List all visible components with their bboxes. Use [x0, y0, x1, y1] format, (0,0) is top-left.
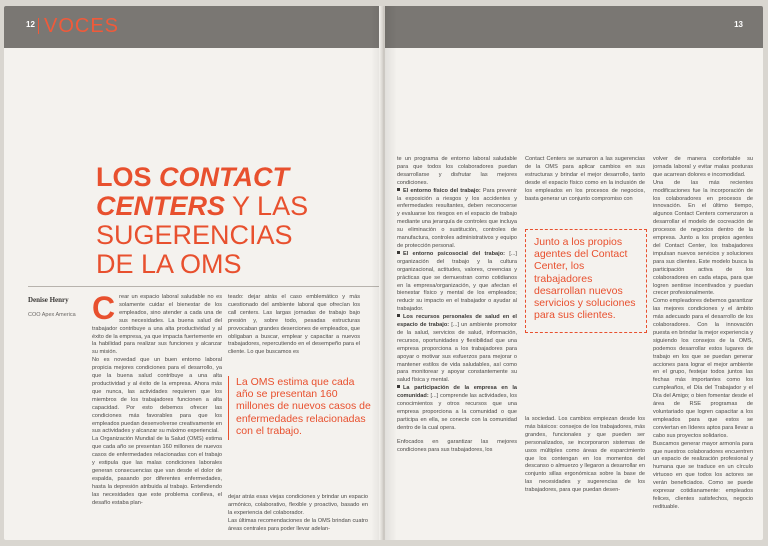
article-headline — [96, 163, 383, 279]
headline-line-2: CENTERS Y LAS — [96, 191, 309, 221]
page-number-left: 12 — [26, 20, 35, 29]
right-header-bar — [385, 6, 763, 48]
column-2-top: teado: dejar atrás el caso emblemático y más cuestionado del ambiente laboral que ofrecían los call centers. Las largas jornadas de trabajo bajo presión y, sobre todo, pesadas estructuras provocaban grandes deserciones de empleados, que obligaban a buscar, emplear y capacitar a nuevos trabajadores, repercutiendo en el desempeño para el cliente. Lo que buscamos es — [228, 294, 360, 356]
column-5: volver de manera confortable su jornada laboral y evitar malas posturas que acarrean dolores e incomodidad. Una de las más recientes modificaciones fue la incorporación de los colaboradores en procesos de innovación. En el último tiempo, algunos Contact Centers comenzaron a desarrollar el modelo de cocreación de procesos de negocios dentro de la empresa. Junto a los propios agentes del Contact Center, los trabajadores impulsan nuevos servicios y soluciones para sus clientes. Este modelo busca la participación activa de los colaboradores en cada etapa, para que logren sentirse incentivados y puedan crecer profesionalmente. Como empleadores debemos garantizar las mejores condiciones y el ámbito más adecuado para el desarrollo de los colaboradores. Con la innovación puesta en brindar la mejor experiencia y siguiendo los consejos de la OMS, podemos desarrollar estos lugares de trabajo en los que se puedan generar acciones para lograr el mejor ambiente en el grupo, festejar todos juntos las fechas más importantes como los cumpleaños, el Día del Trabajador y el Día del Amigo; o bien fomentar desde el área de RSE programas de voluntariado que logren capacitar a los empleados para que estos se conviertan en líderes aptos para llevar a cabo sus proyectos solidarios. Buscamos generar mayor armonía para que nuestros colaboradores encuentren un espacio de realización profesional y humana que se traduce en un círculo virtuoso en que todos los actores se verán beneficiados. Como se puede expresar cotidianamente: empleados felices, clientes satisfechos, negocio redituable. — [653, 156, 753, 510]
column-4-top: Contact Centers se sumaron a las sugerencias de la OMS para aplicar cambios en sus estructuras y brindar el mejor desarrollo, tanto desde el espacio físico como en la inclusión de los empleados en los procesos de negocios, basta generar un conjunto compromiso con — [525, 156, 645, 202]
section-title: VOCES — [44, 15, 120, 37]
pull-quote-right: Junto a los propios agentes del Contact Center, los trabajadores desarrollan nuevos servicios y soluciones para sus clientes. — [525, 229, 647, 333]
column-2-bottom: dejar atrás esas viejas condiciones y brindar un espacio armónico, colaborativo, flexible y proactivo, basado en la experiencia del colaborador. Las últimas recomendaciones de la OMS brindan cuatro áreas centrales para poder llevar adelan- — [228, 494, 368, 532]
column-1: Crear un espacio laboral saludable no es solamente cuidar el bienestar de los empleados, sino atender a cada una de sus necesidades. La buena salud del trabajador contribuye a una alta productividad y al éxito de la empresa, ya que impacta fuertemente en la habilidad para realizar sus funciones y alcanzar su misión. No es novedad que un buen entorno laboral propicia mejores condiciones para el desarrollo, ya que la buena salud contribuye a una alta productividad y al éxito de la empresa. Ahora más que nunca, las actividades requieren que los miembros de los trabajadores funcionen a alta capacidad. Por esto debemos ofrecer las condiciones más favorables para que los empleados puedan desenvolverse creativamente en sus actividades y alcanzar su máximo experiencial. La Organización Mundial de la Salud (OMS) estima que cada año se presentan 160 millones de nuevos casos de enfermedades relacionadas con el trabajo y estipula que las malas condiciones laborales generan consecuencias que van desde el dolor de espalda, pasando por diferentes enfermedades, hasta la depresión atribuida al trabajo. Entendiendo las necesidades que este problema conlleva, el desafío estaba plan- — [92, 294, 222, 506]
right-page — [385, 6, 763, 540]
drop-cap: C — [92, 294, 116, 326]
left-page — [4, 6, 383, 540]
column-3: te un programa de entorno laboral saludable para que todos los colaboradores puedan desarrollarse y disfrutar las mejores condiciones. El entorno físico del trabajo: Para prevenir la exposición a riesgos y los accidentes y enfermedades resultantes, deben reconocerse y evaluarse los riesgos en el espacio de trabajo mediante una jerarquía de controles que incluya su eliminación o sustitución, controles de manufactura, controles administrativos y equipo de protección personal. El entorno psicosocial del trabajo: [...] organización del trabajo y la cultura organizacional, actitudes, valores, creencias y prácticas que se demuestran como cotidianos en la empresa/organización, y que afectan el bienestar físico y mental de los empleados; reducir su impacto en el trabajador o ayudar al trabajador. Los recursos personales de salud en el espacio de trabajo: [...] un ambiente promotor de la salud, servicios de salud, información, recursos, oportunidades y flexibilidad que una empresa proporciona a los trabajadores para apoyar o motivar sus esfuerzos para mejorar o mantener estilos de vida saludables, así como para monitorear y apoyar constantemente su salud física y mental. La participación de la empresa en la comunidad: [...] comprende las actividades, los conocimientos y otros recursos que una empresa proporciona a la comunidad o que participa en ella, se conecte con la comunidad dentro de la cual opera. Enfocados en garantizar las mejores condiciones para sus trabajadores, los — [397, 156, 517, 453]
headline-line-3: SUGERENCIAS — [96, 220, 293, 250]
section-rule — [38, 18, 39, 34]
column-4-bottom: la sociedad. Los cambios empiezan desde los más básicos: consejos de los trabajadores, más grandes, funcionales y que pueden ser personalizados, se incorporaron sistemas de usos múltiples como áreas de esparcimiento que los contengan en los momentos del descanso o almuerzo y llegaron a desarrollar en conjunto sillas ergonómicas sobre la base de las necesidades y sugerencias de los trabajadores, para que puedan desen- — [525, 416, 645, 494]
author-role: COO Apex America — [28, 312, 76, 318]
pull-quote-left: La OMS estima que cada año se presentan 160 millones de nuevos casos de enfermedades relacionadas con el trabajo. — [228, 376, 372, 440]
headline-line-4: DE LA OMS — [96, 249, 242, 279]
author-name: Denise Henry — [28, 296, 69, 304]
author-divider — [28, 286, 382, 287]
page-number-right: 13 — [734, 20, 743, 29]
headline-line-1: LOS CONTACT — [96, 162, 290, 192]
